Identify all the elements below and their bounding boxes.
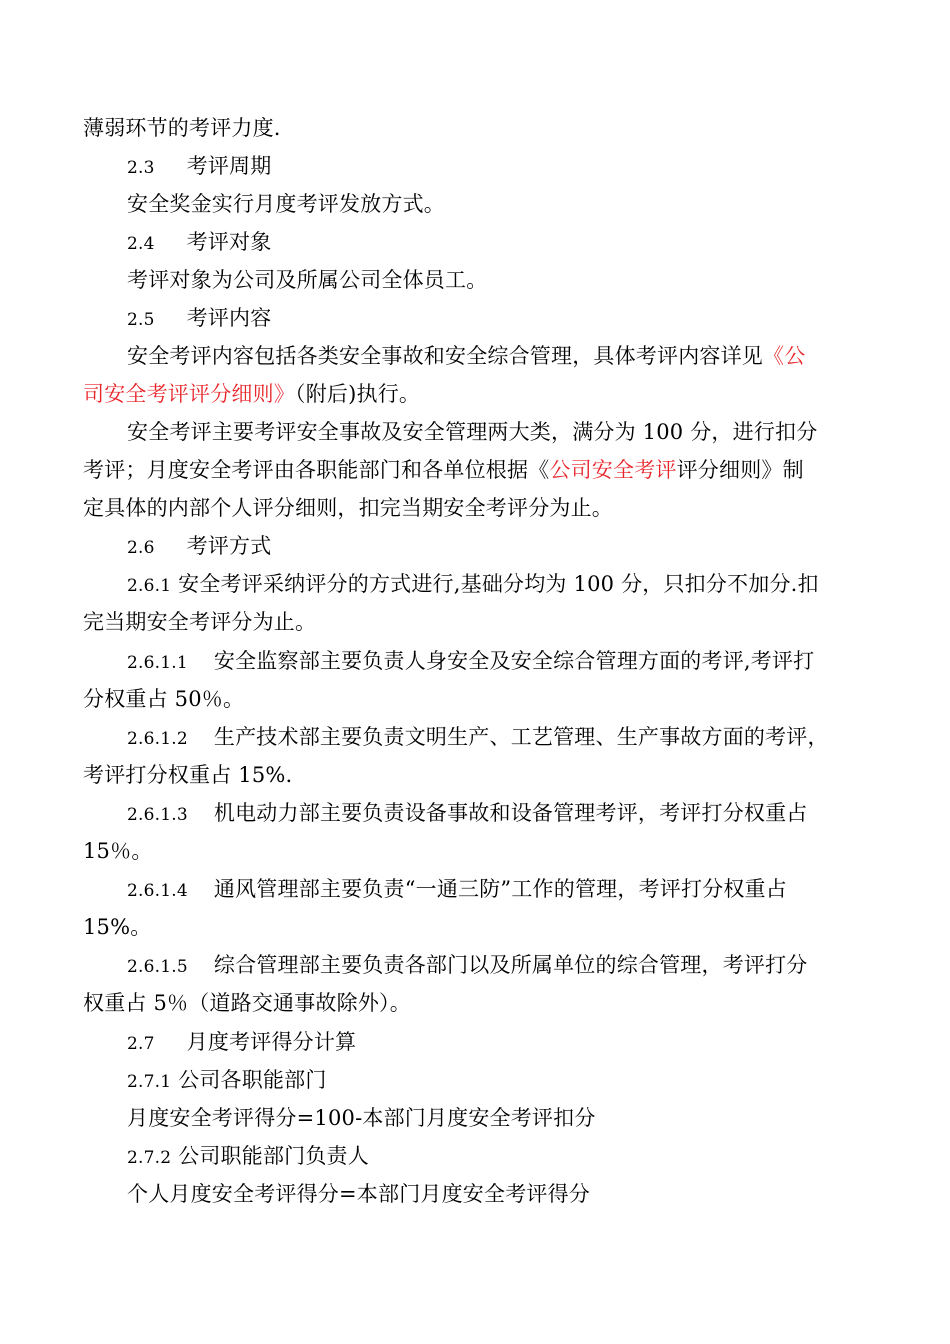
paragraph-object: 考评对象为公司及所属公司全体员工。 [127, 268, 488, 292]
heading-title: 公司职能部门负责人 [178, 1144, 369, 1168]
highlighted-reference: 公司安全考评 [549, 458, 677, 482]
formula-personal-score: 个人月度安全考评得分=本部门月度安全考评得分 [127, 1182, 590, 1206]
heading-number: 2.3 [127, 158, 155, 178]
heading-2-6 [127, 532, 917, 562]
heading-2-7-1 [127, 1066, 917, 1096]
heading-title: 考评对象 [186, 230, 272, 254]
clause-2-6-1-line-1 [127, 570, 917, 600]
clause-2-6-1-5-line-2: 权重占 5％（道路交通事故除外）。 [83, 991, 411, 1015]
clause-number: 2.6.1.5 [127, 957, 188, 977]
clause-2-6-1-4-line-1 [127, 875, 917, 905]
clause-text: 安全考评采纳评分的方式进行,基础分均为 100 分，只扣分不加分.扣 [178, 572, 819, 596]
heading-number: 2.5 [127, 310, 155, 330]
paragraph-main-line-1: 安全考评主要考评安全事故及安全管理两大类，满分为 100 分，进行扣分 [127, 420, 818, 444]
heading-2-5 [127, 304, 917, 334]
heading-title: 考评方式 [186, 534, 272, 558]
clause-number: 2.6.1.4 [127, 881, 188, 901]
paragraph-content-line-1 [127, 342, 917, 370]
highlighted-reference: 《公 [763, 344, 806, 368]
heading-title: 考评内容 [186, 306, 272, 330]
heading-2-7 [127, 1028, 917, 1058]
clause-2-6-1-1-line-2: 分权重占 50％。 [83, 687, 245, 711]
heading-number: 2.7.2 [127, 1148, 172, 1168]
paragraph-period: 安全奖金实行月度考评发放方式。 [127, 192, 445, 216]
heading-number: 2.7.1 [127, 1072, 172, 1092]
clause-text: 通风管理部主要负责“一通三防”工作的管理，考评打分权重占 [213, 877, 787, 901]
clause-2-6-1-line-2: 完当期安全考评分为止。 [83, 610, 317, 634]
clause-text: 综合管理部主要负责各部门以及所属单位的综合管理，考评打分 [213, 953, 808, 977]
heading-2-7-2 [127, 1142, 917, 1172]
paragraph-content-line-2 [83, 380, 873, 408]
clause-2-6-1-1-line-1 [127, 647, 917, 677]
clause-2-6-1-2-line-1 [127, 723, 917, 753]
content-text: 安全考评内容包括各类安全事故和安全综合管理，具体考评内容详见 [127, 344, 763, 368]
paragraph-main-line-2 [83, 456, 873, 484]
clause-text: 安全监察部主要负责人身安全及安全综合管理方面的考评,考评打 [213, 649, 815, 673]
heading-title: 月度考评得分计算 [186, 1030, 357, 1054]
heading-number: 2.7 [127, 1034, 155, 1054]
clause-2-6-1-4-line-2: 15%。 [83, 915, 152, 939]
clause-text: 生产技术部主要负责文明生产、工艺管理、生产事故方面的考评， [213, 725, 829, 749]
clause-number: 2.6.1.3 [127, 805, 188, 825]
heading-number: 2.6 [127, 538, 155, 558]
clause-number: 2.6.1.1 [127, 653, 188, 673]
highlighted-reference: 司安全考评评分细则》 [83, 382, 295, 406]
clause-2-6-1-3-line-1 [127, 799, 917, 829]
heading-2-4 [127, 228, 917, 258]
heading-title: 考评周期 [186, 154, 272, 178]
heading-2-3 [127, 152, 917, 182]
clause-text: 机电动力部主要负责设备事故和设备管理考评，考评打分权重占 [213, 801, 808, 825]
clause-number: 2.6.1 [127, 576, 172, 596]
clause-2-6-1-2-line-2: 考评打分权重占 15%. [83, 763, 293, 787]
main-text: 考评；月度安全考评由各职能部门和各单位根据《 [83, 458, 550, 482]
paragraph-main-line-3: 定具体的内部个人评分细则，扣完当期安全考评分为止。 [83, 496, 613, 520]
main-text: 评分细则》制 [676, 458, 804, 482]
heading-number: 2.4 [127, 234, 155, 254]
paragraph-weak-links-tail: 薄弱环节的考评力度. [83, 116, 281, 140]
formula-department-score: 月度安全考评得分=100-本部门月度安全考评扣分 [127, 1106, 596, 1130]
heading-title: 公司各职能部门 [178, 1068, 327, 1092]
content-text: （附后)执行。 [295, 382, 421, 406]
clause-2-6-1-5-line-1 [127, 951, 917, 981]
clause-2-6-1-3-line-2: 15％。 [83, 839, 153, 863]
clause-number: 2.6.1.2 [127, 729, 188, 749]
